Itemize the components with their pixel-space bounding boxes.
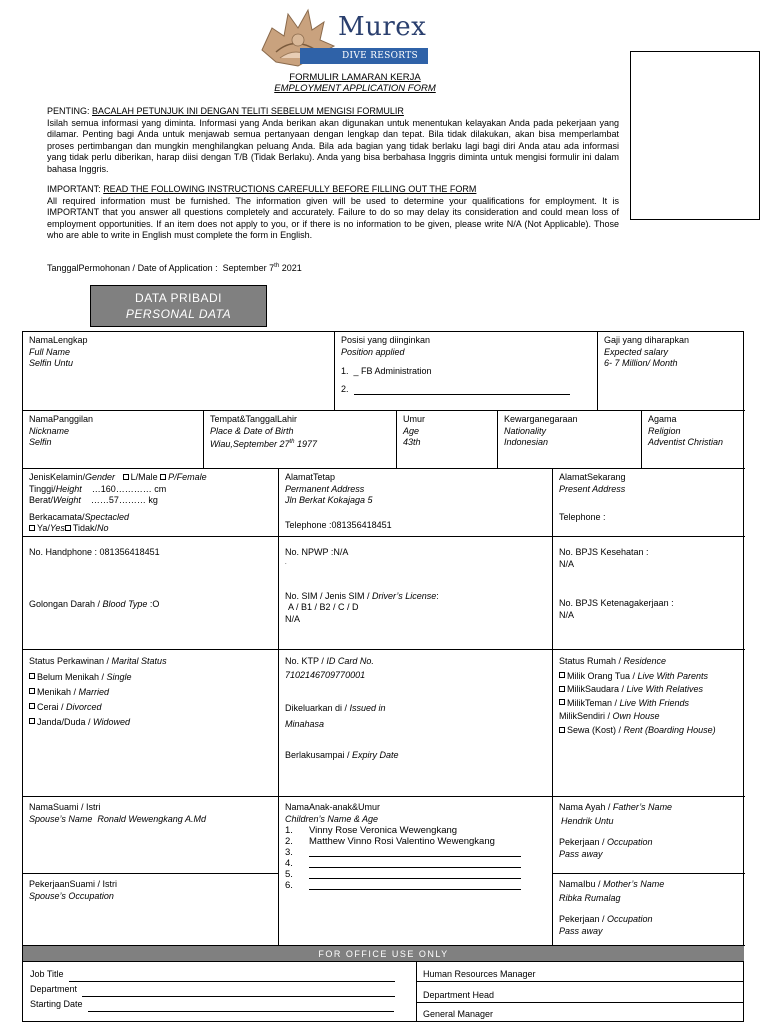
- residence-status-checkbox[interactable]: [559, 686, 565, 692]
- permanent-address-value: Jln Berkat Kokajaga 5: [285, 495, 373, 505]
- form-title: [230, 72, 480, 94]
- residence-status-option[interactable]: MilikSaudara / Live With Relatives: [559, 683, 739, 697]
- child-row[interactable]: 5.: [285, 869, 546, 880]
- personal-data-table: [22, 331, 744, 1022]
- height-field[interactable]: Tinggi/Height …160………… cm: [29, 483, 167, 494]
- residence-label: Status Rumah / Residence: [559, 656, 667, 666]
- spouse-job-cell[interactable]: PekerjaanSuami / Istri Spouse’s Occupation: [23, 874, 279, 946]
- present-phone: Telephone :: [559, 512, 606, 522]
- nationality-value: Indonesian: [504, 437, 549, 447]
- bpjs-health-value: N/A: [559, 558, 575, 569]
- marital-status-option[interactable]: Belum Menikah / Single: [29, 670, 272, 685]
- permanent-address-cell[interactable]: AlamatTetap Permanent Address Jln Berkat Kokajaga 5 Telephone :081356418451: [279, 469, 553, 537]
- bpjs-cell[interactable]: No. BPJS Kesehatan : N/A No. BPJS Ketenagakerjaan : N/A: [553, 537, 745, 650]
- instructions-en-body: All required information must be furnished. The information given will be used to determine your qualifications for employment. It is IMPORTANT that you answer all questions completely and accurately. Failure to do so may delay its consideration and could mean loss of employment opportunities. If an item does not apply to you, or if there is no information to be given, please write N/A (Not Applicable). Those who are able to write in English must complete the form in English.: [47, 195, 619, 240]
- salary-cell[interactable]: Gaji yang diharapkan Expected salary 6- 7 Million/ Month: [598, 332, 745, 411]
- physical-cell: [23, 469, 279, 537]
- glasses-yes-checkbox[interactable]: [29, 525, 35, 531]
- glasses-label: Berkacamata/Spectacled: [29, 511, 130, 522]
- office-department[interactable]: Department: [30, 982, 408, 997]
- npwp-sim-cell[interactable]: No. NPWP :N/A . No. SIM / Jenis SIM / Driver’s License: A / B1 / B2 / C / D N/A: [279, 537, 553, 650]
- nickname-cell[interactable]: NamaPanggilan Nickname Selfin: [23, 411, 204, 469]
- residence-status-option[interactable]: MilikSendiri / Own House: [559, 711, 660, 722]
- child-row[interactable]: 3.: [285, 847, 546, 858]
- glasses-no-checkbox[interactable]: [65, 525, 71, 531]
- child-row[interactable]: 2. Matthew Vinno Rosi Valentino Wewengkang: [285, 836, 495, 847]
- instructions-en: [47, 184, 619, 242]
- section-heading-id: DATA PRIBADI: [135, 291, 222, 305]
- photo-box: [630, 51, 760, 220]
- ktp-label: No. KTP / ID Card No.: [285, 656, 374, 666]
- weight-field[interactable]: Berat/Weight ……57……… kg: [29, 495, 158, 505]
- handphone-value: No. Handphone : 081356418451: [29, 547, 160, 557]
- bpjs-work-value: N/A: [559, 609, 575, 620]
- gender-female-checkbox[interactable]: [160, 474, 166, 480]
- form-title-en: EMPLOYMENT APPLICATION FORM: [274, 83, 436, 94]
- children-cell[interactable]: NamaAnak-anak&Umur Children’s Name & Age 1. Vinny Rose Veronica Wewengkang 2. Matthew Vinno Rosi Valentino Wewengkang 3. 4. 5. 6.: [279, 797, 553, 946]
- application-date-value[interactable]: September 7th 2021: [222, 263, 302, 273]
- marital-status-option[interactable]: Janda/Duda / Widowed: [29, 715, 272, 730]
- position-item-2[interactable]: 2.: [341, 384, 591, 396]
- gender-male-checkbox[interactable]: [123, 474, 129, 480]
- instructions-id-label: PENTING:: [47, 106, 90, 116]
- section-heading-en: PERSONAL DATA: [125, 307, 232, 321]
- nationality-cell[interactable]: Kewarganegaraan Nationality Indonesian: [498, 411, 642, 469]
- sim-label: No. SIM / Jenis SIM / Driver’s License:: [285, 590, 439, 601]
- instructions-en-heading: READ THE FOLLOWING INSTRUCTIONS CAREFULLY BEFORE FILLING OUT THE FORM: [103, 184, 477, 194]
- residence-cell: [553, 650, 745, 797]
- office-use-header: FOR OFFICE USE ONLY: [23, 946, 744, 962]
- ktp-issued-label: Dikeluarkan di / Issued in: [285, 703, 386, 713]
- sim-types: A / B1 / B2 / C / D: [288, 602, 359, 612]
- mother-occupation-value: Pass away: [559, 925, 603, 936]
- mother-value: Ribka Rumalag: [559, 892, 621, 903]
- marital-status-checkbox[interactable]: [29, 673, 35, 679]
- form-title-id: FORMULIR LAMARAN KERJA: [289, 72, 421, 83]
- religion-value: Adventist Christian: [648, 437, 724, 447]
- spouse-cell[interactable]: NamaSuami / Istri Spouse’s Name Ronald Wewengkang A.Md: [23, 797, 279, 874]
- residence-status-checkbox[interactable]: [559, 699, 565, 705]
- office-fields: [30, 967, 408, 1012]
- child-row[interactable]: 1. Vinny Rose Veronica Wewengkang: [285, 825, 458, 836]
- residence-status-checkbox[interactable]: [559, 672, 565, 678]
- instructions-id-heading: BACALAH PETUNJUK INI DENGAN TELITI SEBELUM MENGISI FORMULIR: [92, 106, 404, 116]
- present-address-cell[interactable]: AlamatSekarang Present Address Telephone :: [553, 469, 745, 537]
- sim-value: N/A: [285, 613, 301, 624]
- office-starting-date[interactable]: Starting Date: [30, 997, 408, 1012]
- father-cell[interactable]: Nama Ayah / Father’s Name Hendrik Untu Pekerjaan / Occupation Pass away: [553, 797, 745, 874]
- age-value: 43th: [403, 437, 421, 447]
- ktp-issued-value: Minahasa: [285, 718, 325, 729]
- office-job-title[interactable]: Job Title: [30, 967, 408, 982]
- spouse-value: Ronald Wewengkang A.Md: [97, 813, 206, 824]
- ktp-value: 7102146709770001: [285, 669, 366, 680]
- birth-cell[interactable]: Tempat&TanggalLahir Place & Date of Birth Wiau,September 27th 1977: [204, 411, 397, 469]
- position-item-1: 1. _ FB Administration: [341, 366, 432, 376]
- father-value: Hendrik Untu: [561, 815, 614, 826]
- marital-status-option[interactable]: Menikah / Married: [29, 685, 272, 700]
- instructions-en-label: IMPORTANT:: [47, 184, 101, 194]
- marital-cell: [23, 650, 279, 797]
- glasses-options[interactable]: Ya/Yes Tidak/No: [29, 523, 272, 535]
- residence-status-option[interactable]: MilikTeman / Live With Friends: [559, 697, 739, 711]
- mother-cell[interactable]: NamaIbu / Mother’s Name Ribka Rumalag Pekerjaan / Occupation Pass away: [553, 874, 745, 946]
- logo-name: Murex: [338, 12, 427, 42]
- residence-status-option[interactable]: Sewa (Kost) / Rent (Boarding House): [559, 724, 739, 738]
- child-row[interactable]: 6.: [285, 880, 546, 891]
- handphone-cell[interactable]: [23, 537, 279, 650]
- residence-status-option[interactable]: Milik Orang Tua / Live With Parents: [559, 670, 739, 684]
- instructions-id-body: Isilah semua informasi yang diminta. Informasi yang Anda berikan akan digunakan untuk menentukan kelayakan Anda pada pekerjaan yang dilamar. Penting bagi Anda untuk menjawab semua pertanyaan dengan lengkap dan tepat. Bila tidak dilakukan, akan bisa memperlambat proses pertimbangan dan mungkin menghilangkan peluang Anda. Bila ada bagian yang tidak berlaku lagi bagi diri Anda atau ada informasi yang tidak perlu diberikan, harap diisi dengan T/B (Tidak Berlaku). Anda yang bisa berbahasa Inggris diminta untuk mengisi formulir ini dalam bahasa Inggris.: [47, 117, 619, 174]
- application-date-label: TanggalPermohonan / Date of Application :: [47, 263, 218, 273]
- full-name-cell[interactable]: NamaLengkap Full Name Selfin Untu: [23, 332, 335, 411]
- religion-cell[interactable]: Agama Religion Adventist Christian: [642, 411, 745, 469]
- marital-label: Status Perkawinan / Marital Status: [29, 656, 167, 666]
- department-head-box[interactable]: Department Head: [417, 982, 744, 1003]
- nickname-value: Selfin: [29, 437, 52, 447]
- general-manager-box[interactable]: General Manager: [423, 1009, 494, 1019]
- residence-status-checkbox[interactable]: [559, 727, 565, 733]
- marital-status-checkbox[interactable]: [29, 688, 35, 694]
- ktp-cell[interactable]: [279, 650, 553, 797]
- logo-band: DIVE RESORTS: [300, 48, 428, 64]
- position-cell[interactable]: Posisi yang diinginkan Position applied 1. _ FB Administration 2.: [335, 332, 598, 411]
- child-row[interactable]: 4.: [285, 858, 546, 869]
- age-cell[interactable]: Umur Age 43th: [397, 411, 498, 469]
- father-occupation-value: Pass away: [559, 848, 603, 859]
- birth-value: Wiau,September 27th 1977: [210, 439, 318, 449]
- full-name-value: Selfin Untu: [29, 358, 74, 368]
- marital-status-checkbox[interactable]: [29, 718, 35, 724]
- section-heading: [90, 285, 267, 327]
- marital-status-checkbox[interactable]: [29, 703, 35, 709]
- ktp-expiry-label: Berlakusampai / Expiry Date: [285, 750, 399, 760]
- npwp-value: No. NPWP :N/A: [285, 547, 349, 557]
- signature-boxes: [416, 962, 744, 1022]
- marital-status-option[interactable]: Cerai / Divorced: [29, 700, 272, 715]
- hr-manager-box[interactable]: Human Resources Manager: [417, 962, 744, 982]
- salary-value: 6- 7 Million/ Month: [604, 358, 678, 368]
- blood-type: Golongan Darah / Blood Type :O: [29, 598, 160, 609]
- application-date: [47, 263, 302, 273]
- instructions-id: [47, 106, 619, 175]
- gender-field[interactable]: JenisKelamin/Gender L/Male P/Female: [29, 472, 207, 482]
- permanent-phone: Telephone :081356418451: [285, 519, 392, 530]
